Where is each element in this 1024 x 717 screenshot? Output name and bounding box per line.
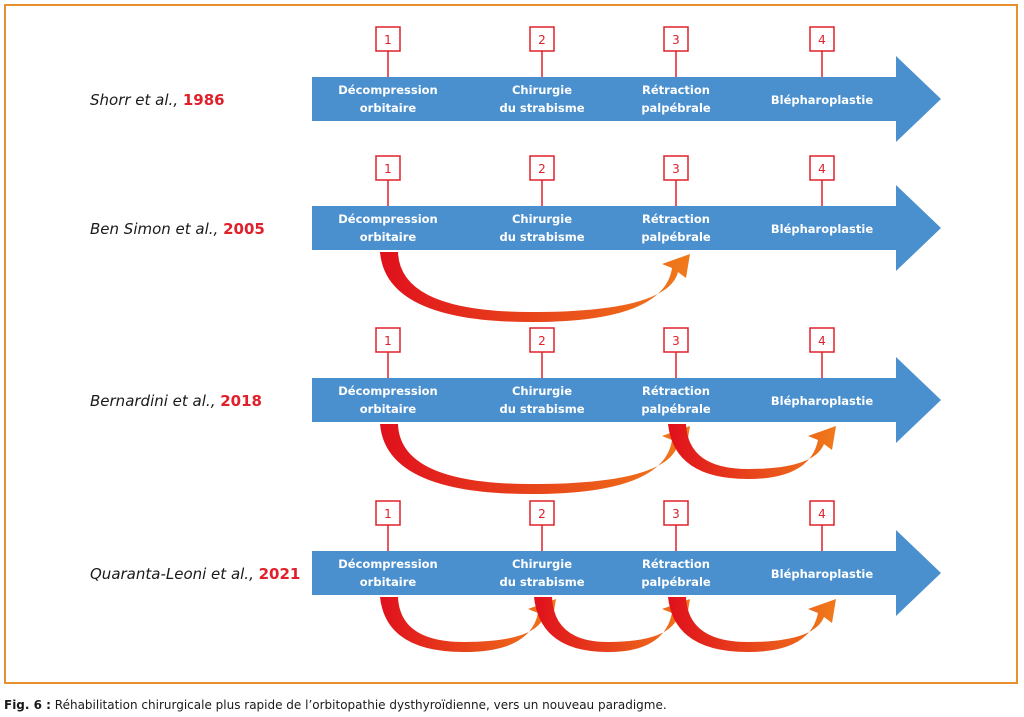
author-name: Bernardini et al., (90, 392, 221, 410)
curved-transition-arrow (380, 424, 690, 494)
caption-text: Réhabilitation chirurgicale plus rapide de l’orbitopathie dysthyroïdienne, vers un nouveau paradigme. (50, 698, 667, 712)
step-number: 4 (818, 334, 826, 348)
step-label-line2: du strabisme (499, 575, 585, 589)
curved-transition-arrow (380, 252, 690, 322)
author-name: Ben Simon et al., (90, 220, 224, 238)
step-label-line2: orbitaire (359, 101, 417, 115)
step-number: 2 (538, 33, 546, 47)
publication-year: 2021 (258, 565, 301, 583)
timeline-row (90, 501, 941, 652)
step-label-line1: Chirurgie (511, 212, 573, 226)
step-label-line1: Décompression (338, 212, 438, 226)
step-number: 4 (818, 162, 826, 176)
timeline-row (90, 27, 941, 142)
step-number: 1 (384, 334, 392, 348)
step-label-line1: Décompression (338, 83, 438, 97)
step-label-line2: palpébrale (641, 575, 711, 589)
step-label-line1: Décompression (338, 557, 438, 571)
author-label (90, 392, 262, 410)
step-label-line1: Rétraction (642, 557, 710, 571)
step-label: Blépharoplastie (770, 93, 874, 107)
curved-transition-arrow (534, 597, 690, 652)
step-label-line1: Rétraction (642, 83, 710, 97)
step-number: 2 (538, 507, 546, 521)
step-label: Blépharoplastie (770, 394, 874, 408)
step-number: 2 (538, 162, 546, 176)
figure-caption (4, 698, 667, 712)
timeline-row (90, 156, 941, 322)
step-label-line1: Chirurgie (511, 83, 573, 97)
step-number: 3 (672, 334, 680, 348)
publication-year: 2018 (220, 392, 262, 410)
step-number: 4 (818, 507, 826, 521)
author-label (90, 565, 300, 583)
step-number: 3 (672, 162, 680, 176)
step-label-line1: Décompression (338, 384, 438, 398)
step-label-line2: orbitaire (359, 402, 417, 416)
step-label-line1: Rétraction (642, 212, 710, 226)
step-label-line2: palpébrale (641, 402, 711, 416)
publication-year: 2005 (223, 220, 265, 238)
step-number: 1 (384, 33, 392, 47)
timeline-row (90, 328, 941, 494)
author-name: Shorr et al., (90, 91, 183, 109)
author-label (90, 91, 225, 109)
curved-transition-arrow (668, 597, 836, 652)
step-label-line2: du strabisme (499, 402, 585, 416)
step-number: 2 (538, 334, 546, 348)
curved-transition-arrow (668, 424, 836, 479)
step-label-line1: Chirurgie (511, 557, 573, 571)
step-label-line1: Rétraction (642, 384, 710, 398)
step-label: Blépharoplastie (770, 222, 874, 236)
step-label-line2: orbitaire (359, 575, 417, 589)
step-number: 3 (672, 507, 680, 521)
curved-transition-arrow (380, 597, 556, 652)
step-number: 3 (672, 33, 680, 47)
step-number: 4 (818, 33, 826, 47)
publication-year: 1986 (182, 91, 225, 109)
author-label (90, 220, 265, 238)
step-label-line2: palpébrale (641, 230, 711, 244)
step-label-line2: palpébrale (641, 101, 711, 115)
author-name: Quaranta-Leoni et al., (90, 565, 259, 583)
step-label: Blépharoplastie (770, 567, 874, 581)
caption-label: Fig. 6 : (4, 698, 51, 712)
step-label-line2: du strabisme (499, 230, 585, 244)
step-number: 1 (384, 162, 392, 176)
step-label-line2: orbitaire (359, 230, 417, 244)
step-label-line2: du strabisme (499, 101, 585, 115)
step-number: 1 (384, 507, 392, 521)
step-label-line1: Chirurgie (511, 384, 573, 398)
